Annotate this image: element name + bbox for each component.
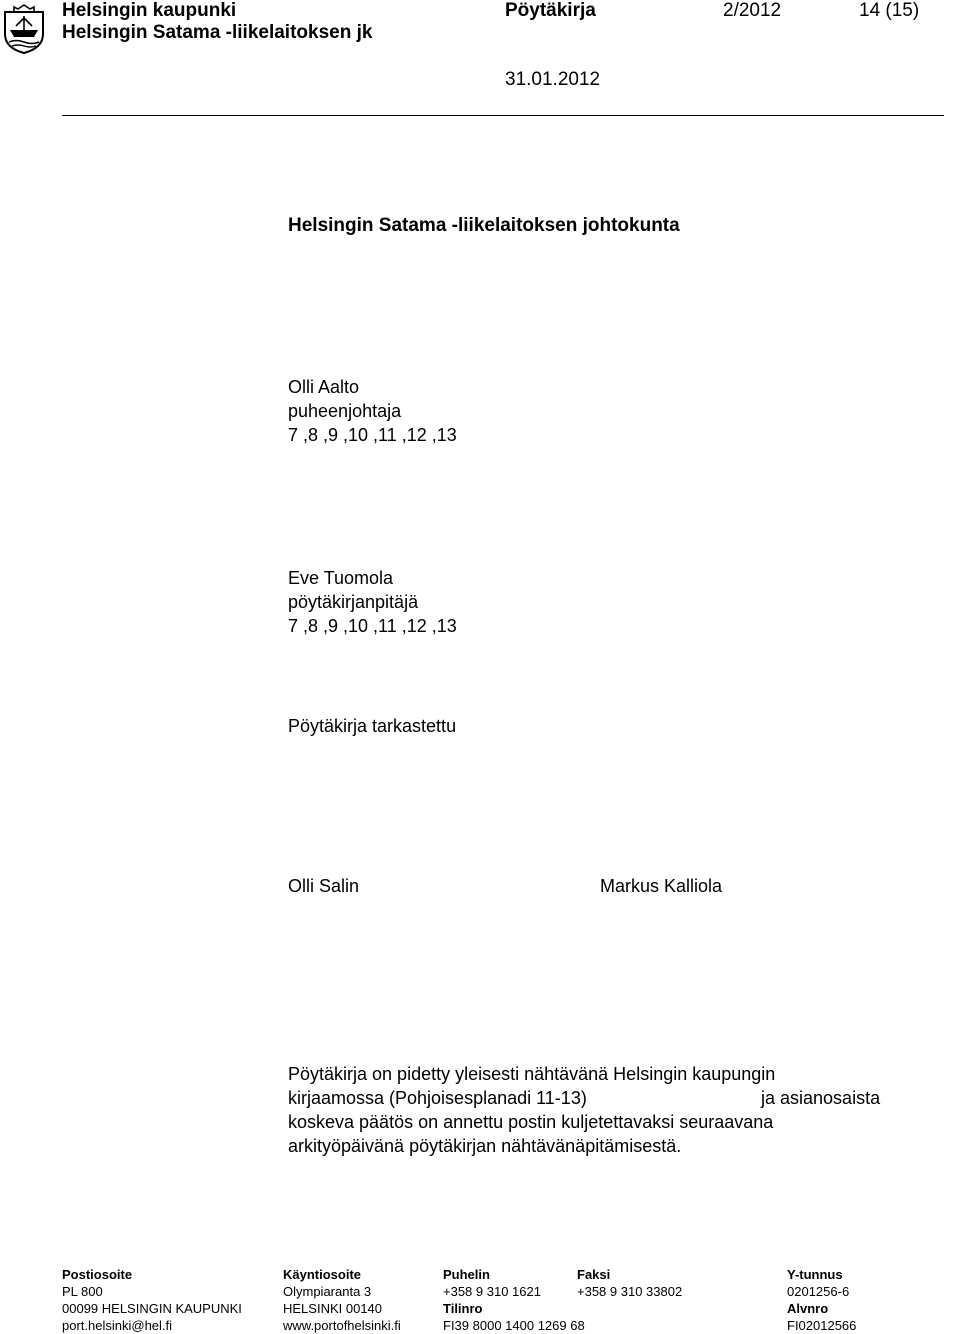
- footer-fax: +358 9 310 33802: [577, 1284, 683, 1299]
- chair-sections: 7 ,8 ,9 ,10 ,11 ,12 ,13: [288, 425, 457, 445]
- footer-website: www.portofhelsinki.fi: [283, 1318, 401, 1333]
- notice-line-2b: ja asianosaista: [761, 1088, 881, 1108]
- chair-role: puheenjohtaja: [288, 401, 402, 421]
- document-type: Pöytäkirja: [505, 0, 596, 21]
- notice-line-1: Pöytäkirja on pidetty yleisesti nähtävänä Helsingin kaupungin: [288, 1064, 776, 1084]
- helsinki-crest-logo: [2, 4, 46, 54]
- footer-id-column: [787, 1266, 856, 1334]
- footer-visit-city: HELSINKI 00140: [283, 1301, 383, 1316]
- secretary-block: [288, 566, 457, 638]
- footer-phone-heading: Puhelin: [443, 1267, 490, 1282]
- document-date: 31.01.2012: [505, 69, 601, 90]
- org-name: Helsingin kaupunki: [62, 0, 237, 21]
- footer-phone: +358 9 310 1621: [443, 1284, 541, 1299]
- header-divider: [62, 115, 944, 116]
- footer-business-id: 0201256-6: [787, 1284, 850, 1299]
- notice-line-2a: kirjaamossa (Pohjoisesplanadi 11-13): [288, 1088, 587, 1108]
- board-name: Helsingin Satama -liikelaitoksen johtokunta: [288, 215, 680, 236]
- verifier-2: Markus Kalliola: [600, 876, 723, 896]
- footer-vat-heading: Alvnro: [787, 1301, 829, 1316]
- notice-line-4: arkityöpäivänä pöytäkirjan nähtävänäpitämisestä.: [288, 1136, 682, 1156]
- document-number: 2/2012: [723, 0, 782, 21]
- notice-line-3: koskeva päätös on annettu postin kuljetettavaksi seuraavana: [288, 1112, 774, 1132]
- chair-block: [288, 375, 457, 447]
- page-number: 14 (15): [859, 0, 920, 21]
- footer-account-heading: Tilinro: [443, 1301, 483, 1316]
- footer-visit-street: Olympiaranta 3: [283, 1284, 372, 1299]
- verified-label: Pöytäkirja tarkastettu: [288, 716, 457, 736]
- unit-name: Helsingin Satama -liikelaitoksen jk: [62, 22, 373, 43]
- footer-fax-column: [577, 1266, 682, 1300]
- footer-postal-box: PL 800: [62, 1284, 103, 1299]
- secretary-sections: 7 ,8 ,9 ,10 ,11 ,12 ,13: [288, 616, 457, 636]
- footer-visit-heading: Käyntiosoite: [283, 1267, 362, 1282]
- footer-postal-heading: Postiosoite: [62, 1267, 133, 1282]
- footer-postal-code: 00099 HELSINGIN KAUPUNKI: [62, 1301, 242, 1316]
- secretary-role: pöytäkirjanpitäjä: [288, 592, 419, 612]
- footer-business-id-heading: Y-tunnus: [787, 1267, 843, 1282]
- footer-email: port.helsinki@hel.fi: [62, 1318, 173, 1333]
- verifier-1: Olli Salin: [288, 876, 360, 896]
- public-notice: [288, 1062, 881, 1158]
- footer-postal-column: [62, 1266, 242, 1334]
- footer-visit-column: [283, 1266, 401, 1334]
- footer-phone-column: [443, 1266, 585, 1334]
- footer-vat: FI02012566: [787, 1318, 857, 1333]
- chair-name: Olli Aalto: [288, 377, 360, 397]
- footer-fax-heading: Faksi: [577, 1267, 611, 1282]
- footer-account: FI39 8000 1400 1269 68: [443, 1318, 585, 1333]
- secretary-name: Eve Tuomola: [288, 568, 394, 588]
